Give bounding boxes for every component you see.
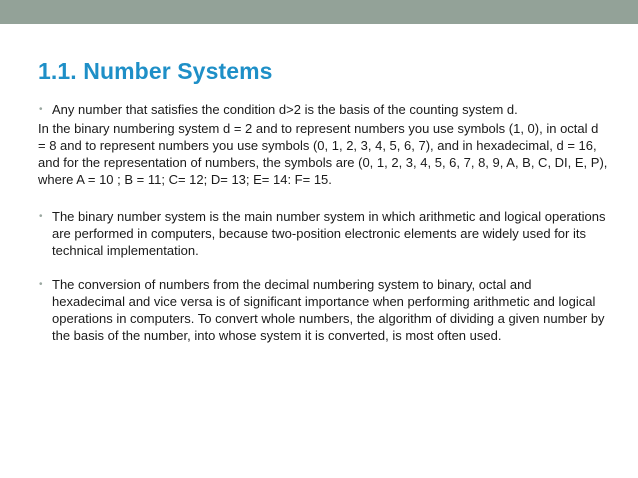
bullet-icon: •	[39, 104, 43, 115]
bullet-text-3: The conversion of numbers from the decimal numbering system to binary, octal and hexadecimal and vice versa is of significant importance when performing arithmetic and logical operations in computers. To convert whole numbers, the algorithm of dividing a given number by the basis of the number, into whose system it is converted, is most often used.	[52, 277, 605, 343]
bullet-icon: •	[39, 279, 43, 290]
bullet-text-1: Any number that satisfies the condition d>2 is the basis of the counting system d.	[52, 102, 518, 117]
spacer	[38, 188, 608, 208]
bullet-item-3	[38, 276, 608, 344]
slide-content	[38, 101, 608, 344]
paragraph-1: In the binary numbering system d = 2 and to represent numbers you use symbols (1, 0), in octal d = 8 and to represent numbers you use symbols (0, 1, 2, 3, 4, 5, 6, 7), and in hexadecimal, d = 16, and for the representation of numbers, the symbols are (0, 1, 2, 3, 4, 5, 6, 7, 8, 9, A, B, C, DI, E, P), where A = 10 ; B = 11; C= 12; D= 13; E= 14: F= 15.	[38, 121, 608, 187]
bullet-text-2: The binary number system is the main number system in which arithmetic and logical operations are performed in computers, because two-position electronic elements are widely used for its technical implementation.	[52, 209, 606, 258]
spacer	[38, 259, 608, 276]
bullet-item-2	[38, 208, 608, 259]
top-accent-bar	[0, 0, 638, 24]
bullet-item-1	[38, 101, 608, 118]
slide-title: 1.1. Number Systems	[38, 58, 273, 84]
bullet-icon: •	[39, 211, 43, 222]
